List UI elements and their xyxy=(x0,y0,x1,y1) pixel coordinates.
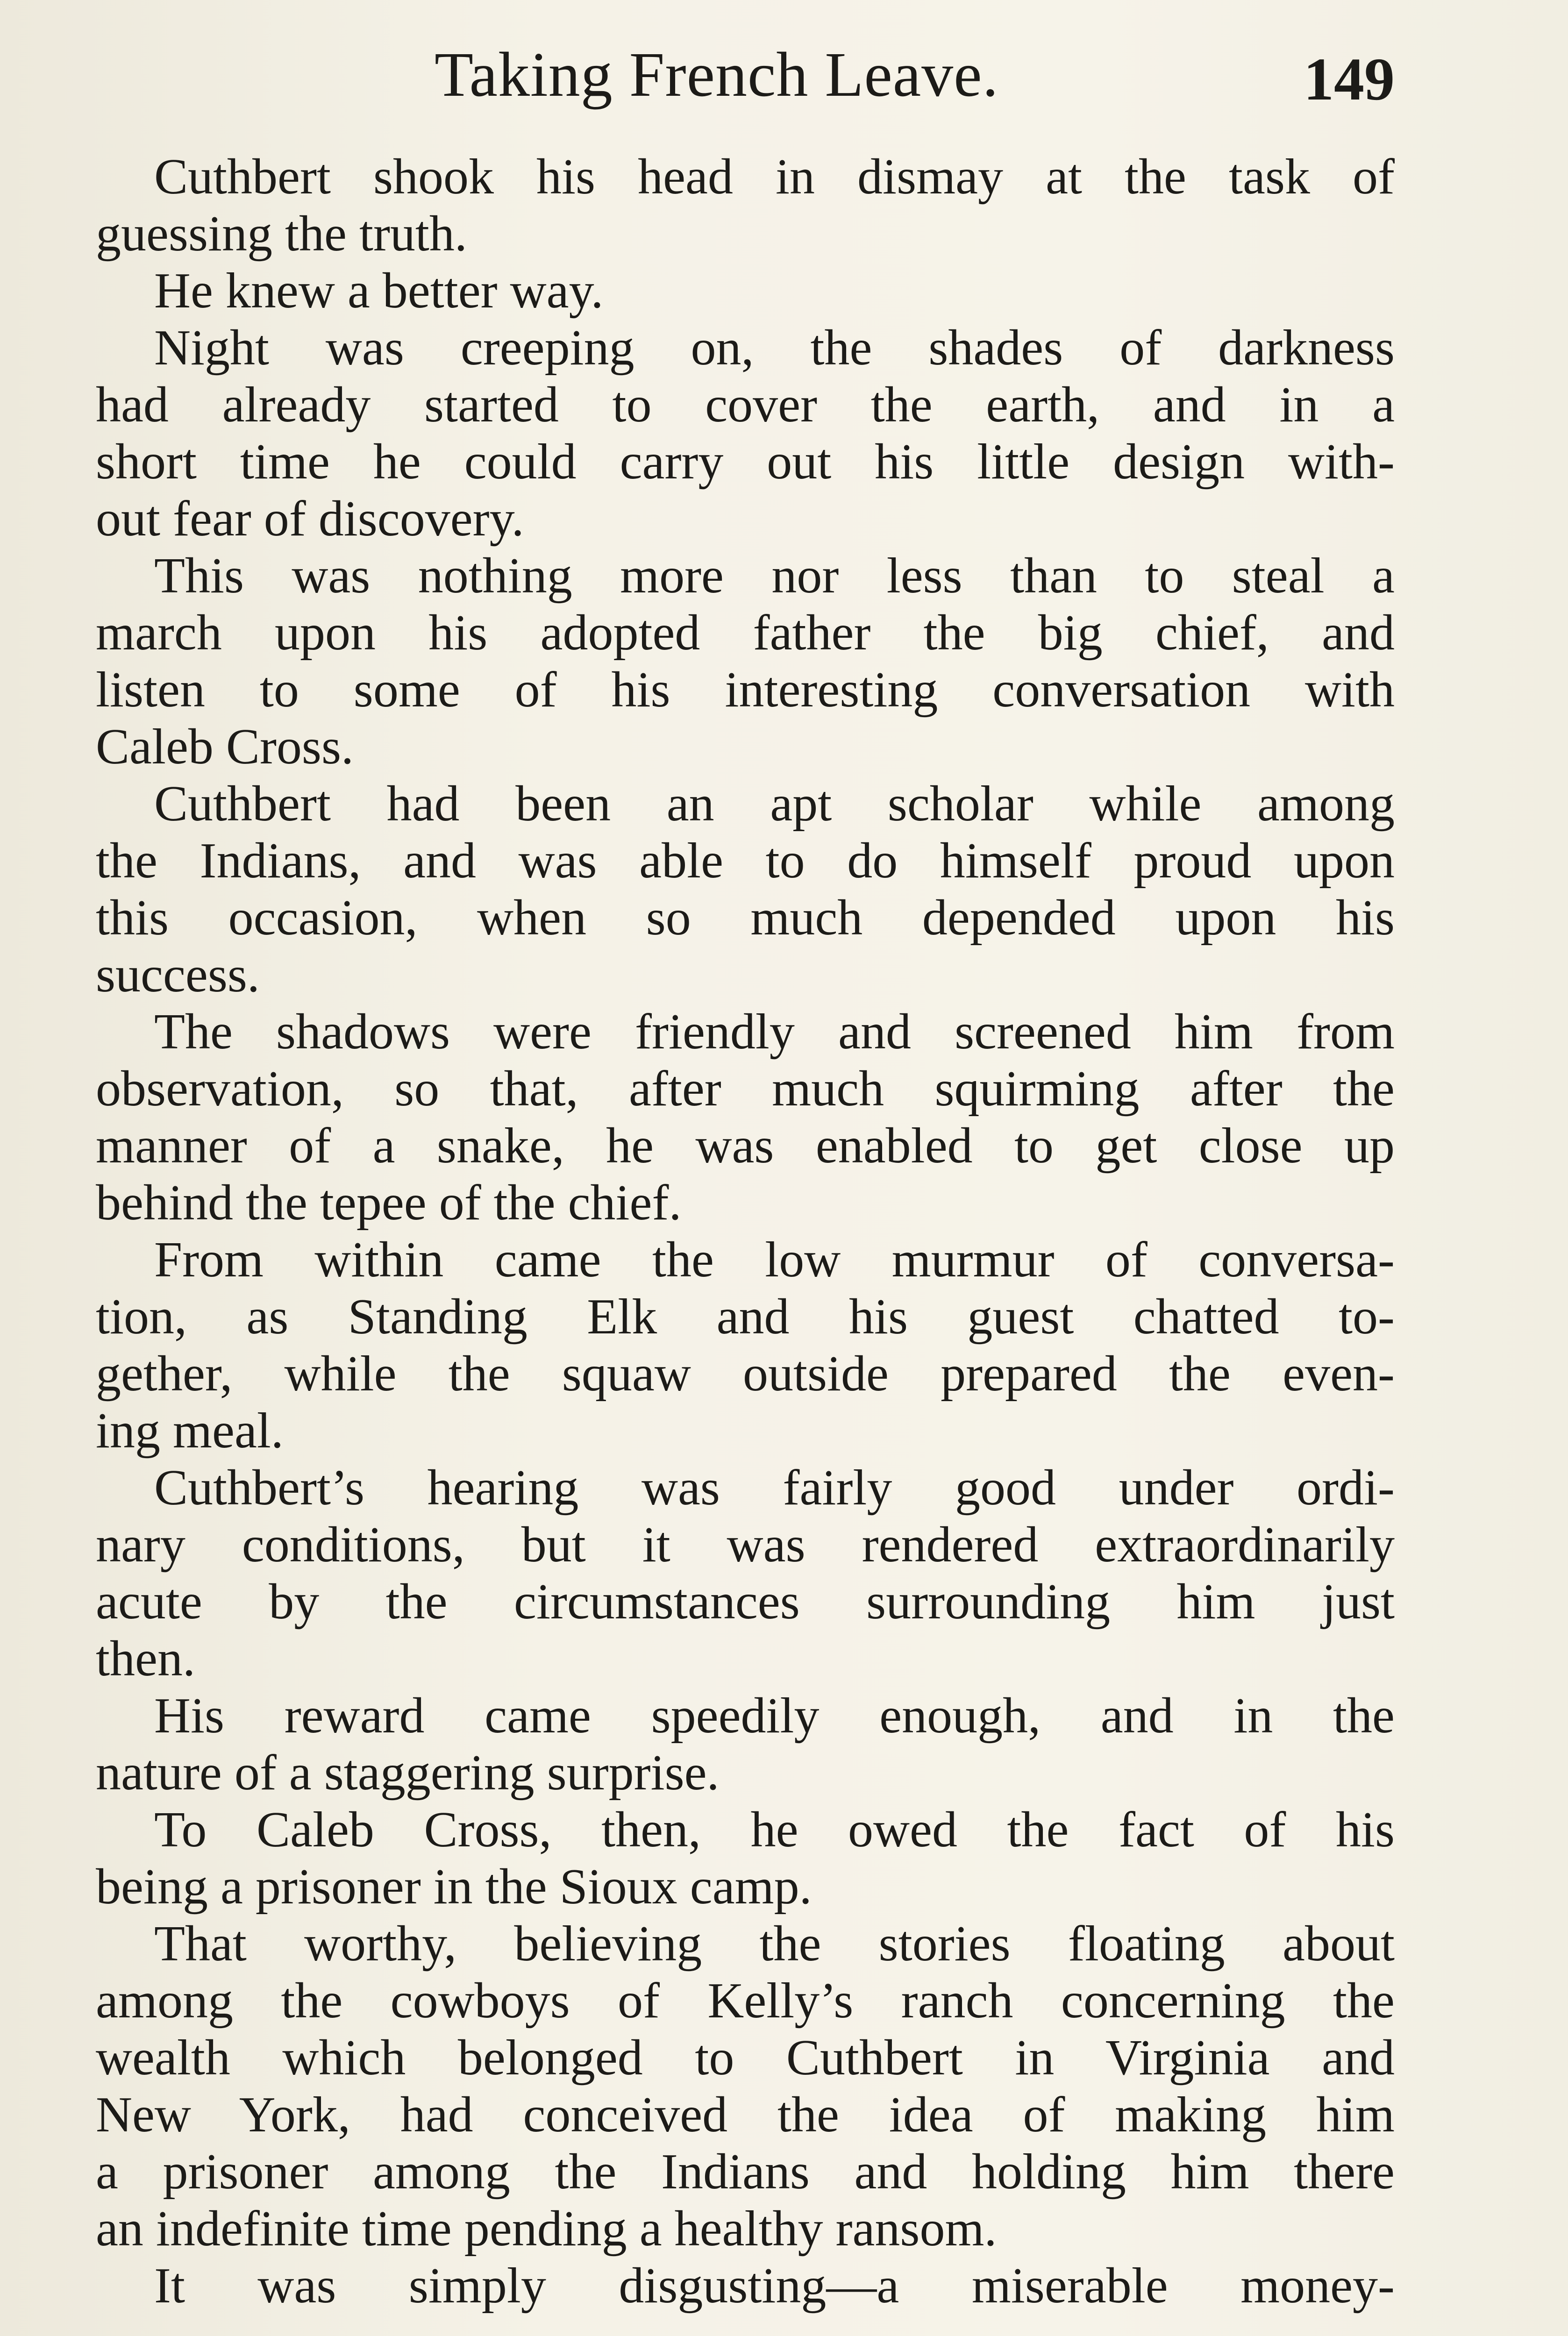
text-line: His reward came speedily enough, and in the xyxy=(154,1688,1395,1744)
text-line: That worthy, believing the stories floating about xyxy=(154,1916,1395,1972)
text-line: this occasion, when so much depended upon his xyxy=(96,890,1395,946)
text-line: Night was creeping on, the shades of darkness xyxy=(154,320,1395,376)
text-line: New York, had conceived the idea of making him xyxy=(96,2087,1395,2143)
text-line: success. xyxy=(96,947,260,1003)
text-line: nature of a staggering surprise. xyxy=(96,1745,720,1801)
text-line: manner of a snake, he was enabled to get close up xyxy=(96,1118,1395,1174)
chapter-title: Taking French Leave. xyxy=(435,40,999,110)
text-line: being a prisoner in the Sioux camp. xyxy=(96,1859,812,1915)
text-line: ing meal. xyxy=(96,1403,284,1459)
text-line: listen to some of his interesting conversation with xyxy=(96,662,1395,718)
text-line: Caleb Cross. xyxy=(96,719,354,775)
text-line: Cuthbert’s hearing was fairly good under ordi- xyxy=(154,1460,1395,1516)
text-line: had already started to cover the earth, and in a xyxy=(96,377,1395,433)
text-line: the Indians, and was able to do himself proud upon xyxy=(96,833,1395,889)
text-line: To Caleb Cross, then, he owed the fact of his xyxy=(154,1802,1395,1858)
text-line: a prisoner among the Indians and holding him there xyxy=(96,2144,1395,2200)
running-head xyxy=(0,37,1568,112)
body-text xyxy=(96,149,1395,2315)
text-line: then. xyxy=(96,1631,195,1687)
text-line: It was simply disgusting—a miserable money- xyxy=(154,2258,1395,2314)
text-line: Cuthbert shook his head in dismay at the task of xyxy=(154,149,1395,205)
text-line: This was nothing more nor less than to steal a xyxy=(154,548,1395,604)
text-line: wealth which belonged to Cuthbert in Virginia and xyxy=(96,2030,1395,2086)
text-line: acute by the circumstances surrounding him just xyxy=(96,1574,1395,1630)
text-line: out fear of discovery. xyxy=(96,491,524,547)
text-line: tion, as Standing Elk and his guest chatted to- xyxy=(96,1289,1395,1345)
text-line: behind the tepee of the chief. xyxy=(96,1175,682,1231)
text-line: an indefinite time pending a healthy ransom. xyxy=(96,2201,997,2257)
text-line: march upon his adopted father the big chief, and xyxy=(96,605,1395,661)
page-number: 149 xyxy=(1304,46,1395,113)
text-line: short time he could carry out his little design with- xyxy=(96,434,1395,490)
text-line: among the cowboys of Kelly’s ranch concerning the xyxy=(96,1973,1395,2029)
text-line: Cuthbert had been an apt scholar while among xyxy=(154,776,1395,832)
text-line: gether, while the squaw outside prepared the even- xyxy=(96,1346,1395,1402)
text-line: The shadows were friendly and screened him from xyxy=(154,1004,1395,1060)
text-line: observation, so that, after much squirming after the xyxy=(96,1061,1395,1117)
text-line: nary conditions, but it was rendered extraordinarily xyxy=(96,1517,1395,1573)
text-line: He knew a better way. xyxy=(154,263,604,319)
text-line: From within came the low murmur of conversa- xyxy=(154,1232,1395,1288)
text-line: guessing the truth. xyxy=(96,206,467,262)
